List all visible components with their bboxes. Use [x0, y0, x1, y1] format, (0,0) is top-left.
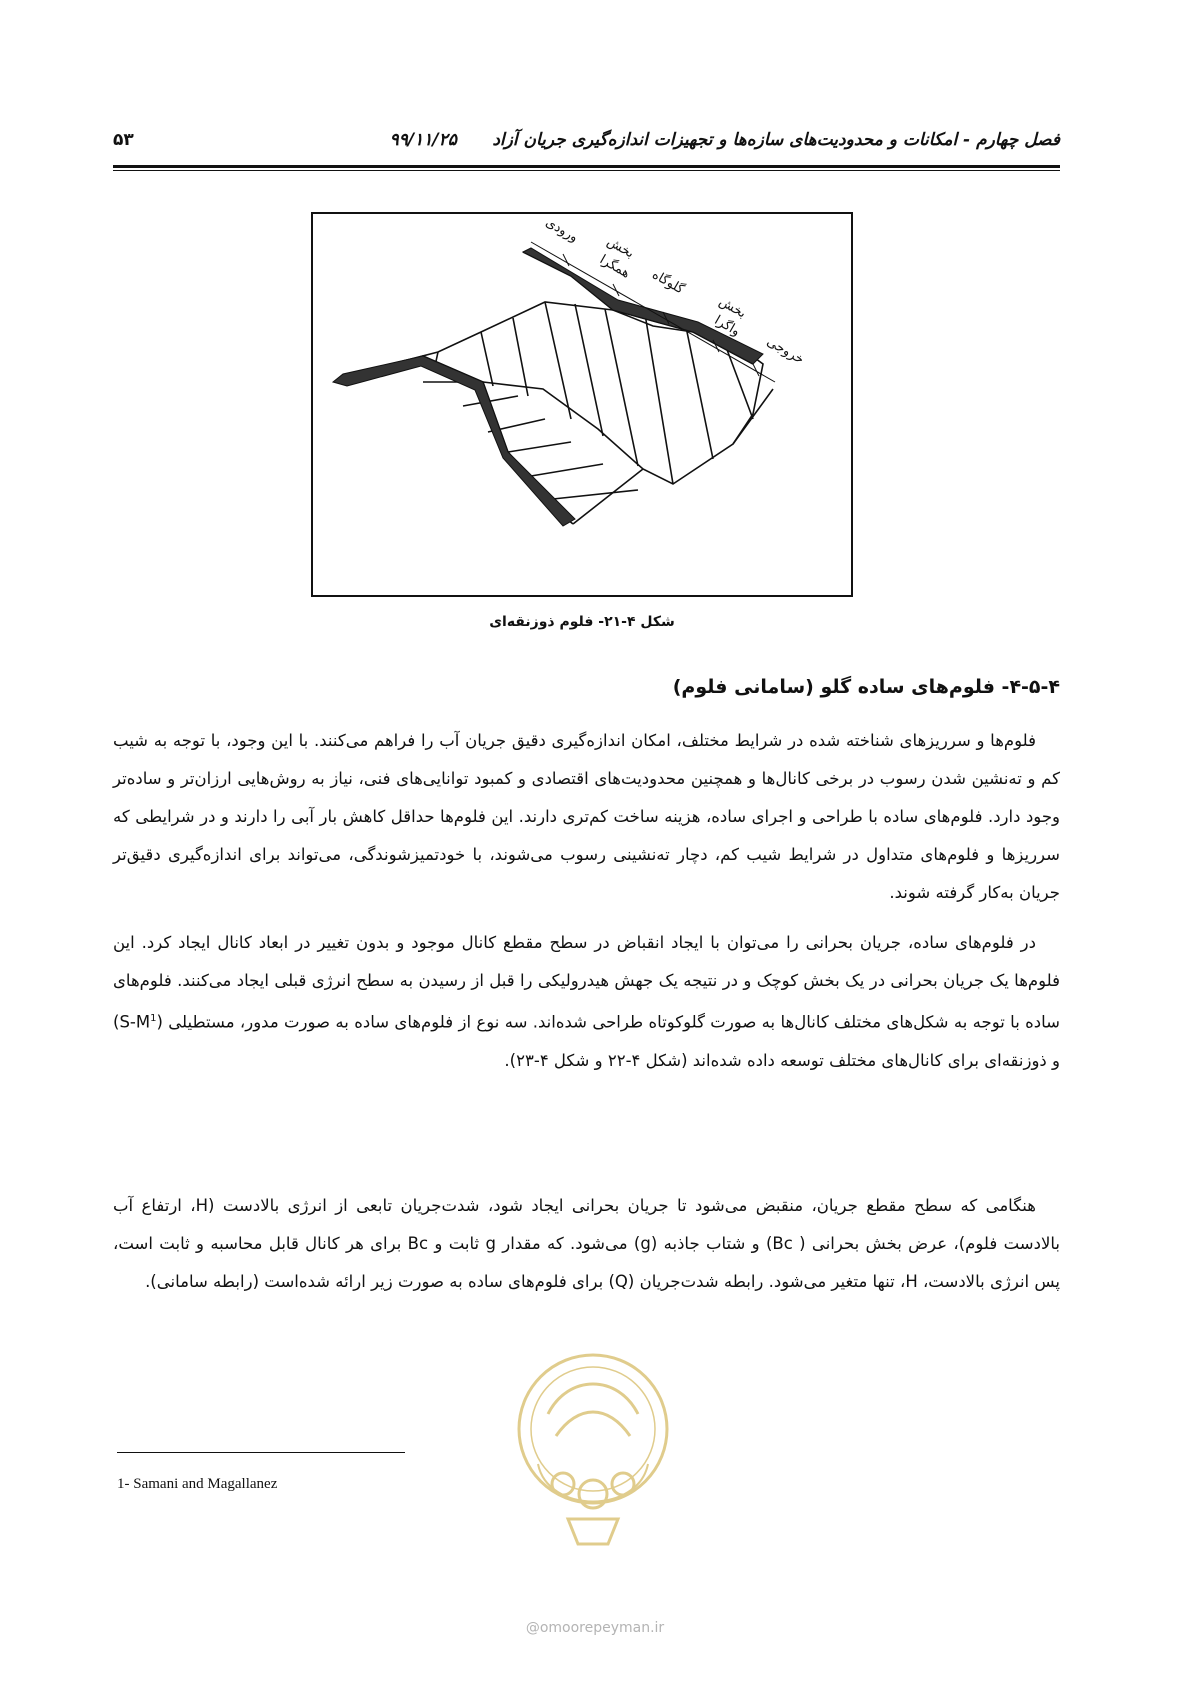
trapezoidal-flume-drawing — [313, 214, 851, 595]
section-heading: ۴-۵-۴- فلوم‌های ساده گلو (سامانی فلوم) — [672, 676, 1060, 698]
paragraph-3 — [113, 1187, 1060, 1301]
page-number: ۵۳ — [113, 130, 134, 150]
paragraph-2-text-a: در فلوم‌های ساده، جریان بحرانی را می‌توان با ایجاد انقباض در سطح مقطع کانال موجود و بدون تغییر در ابعاد کانال ایجاد کرد. این فلوم‌ها یک جریان بحرانی در یک بخش کوچک و در نتیجه یک جهش هیدرولیکی را قبل از رسیدن به سطح انرژی قبلی ایجاد می‌کنند. فلوم‌های ساده با توجه به شکل‌های مختلف کانال‌ها به صورت گلوکوتاه طراحی شده‌اند. سه نوع از فلوم‌های ساده به صورت مدور، مستطیلی (S-M — [113, 933, 1060, 1032]
label-diverging-2: واگرا — [711, 313, 743, 340]
figure-caption: شکل ۴-۲۱- فلوم ذوزنقه‌ای — [489, 614, 675, 630]
label-diverging-1: بخش — [716, 294, 749, 322]
footnote: 1- Samani and Magallanez — [117, 1476, 278, 1492]
header-rule-thick — [113, 165, 1060, 168]
label-outlet: خروجی — [764, 334, 807, 368]
footnote-marker: 1 — [150, 1013, 157, 1024]
paragraph-1 — [113, 722, 1060, 912]
header-rule-thin — [113, 170, 1060, 171]
publisher-seal-logo — [508, 1344, 678, 1614]
paragraph-2 — [113, 924, 1060, 1080]
label-converging-1: بخش — [604, 234, 637, 262]
running-header — [113, 128, 1060, 154]
label-inlet: ورودی — [542, 215, 581, 246]
header-date: ۹۹/۱۱/۲۵ — [389, 130, 457, 150]
label-throat: گلوگاه — [649, 267, 687, 298]
flume-figure — [311, 212, 853, 597]
label-converging-2: همگرا — [596, 252, 633, 282]
paragraph-1-text: فلوم‌ها و سرریزهای شناخته شده در شرایط مختلف، امکان اندازه‌گیری دقیق جریان آب را فراهم می‌کنند. با این وجود، با توجه به شیب کم و ته‌نشین شدن رسوب در برخی کانال‌ها و همچنین محدودیت‌های اقتصادی و کمبود توانایی‌های فنی، نیاز به روش‌هایی ارزان‌تر و ساده‌تر وجود دارد. فلوم‌های ساده با طراحی و اجرای ساده، هزینه ساخت کم‌تری دارند. این فلوم‌ها حداقل کاهش بار آبی را دارند و در شرایطی که سرریزها و فلوم‌های متداول در شرایط شیب کم، دچار ته‌نشینی رسوب می‌شوند، با خودتمیزشوندگی، می‌تواند برای اندازه‌گیری دقیق‌تر جریان به‌کار گرفته شوند. — [113, 731, 1060, 902]
chapter-title: فصل چهارم - امکانات و محدودیت‌های سازه‌ها و تجهیزات اندازه‌گیری جریان آزاد — [492, 130, 1060, 150]
watermark: @omoorepeyman.ir — [525, 1620, 665, 1636]
header-title — [390, 130, 1060, 150]
paragraph-3-text: هنگامی که سطح مقطع جریان، منقبض می‌شود تا جریان بحرانی ایجاد شود، شدت‌جریان تابعی از انرژی بالادست (H، ارتفاع آب بالادست فلوم)، عرض بخش بحرانی ( Bc) و شتاب جاذبه (g) می‌شود. که مقدار g ثابت و Bc برای هر کانال قابل محاسبه و ثابت است، پس انرژی بالادست، H، تنها متغیر می‌شود. رابطه شدت‌جریان (Q) برای فلوم‌های ساده به صورت زیر ارائه شده‌است (رابطه سامانی). — [113, 1196, 1060, 1291]
footnote-rule — [117, 1452, 405, 1453]
paragraph-2-text-b: ) و ذوزنقه‌ای برای کانال‌های مختلف توسعه داده شده‌اند (شکل ۴-۲۲ و شکل ۴-۲۳). — [113, 1012, 1060, 1070]
